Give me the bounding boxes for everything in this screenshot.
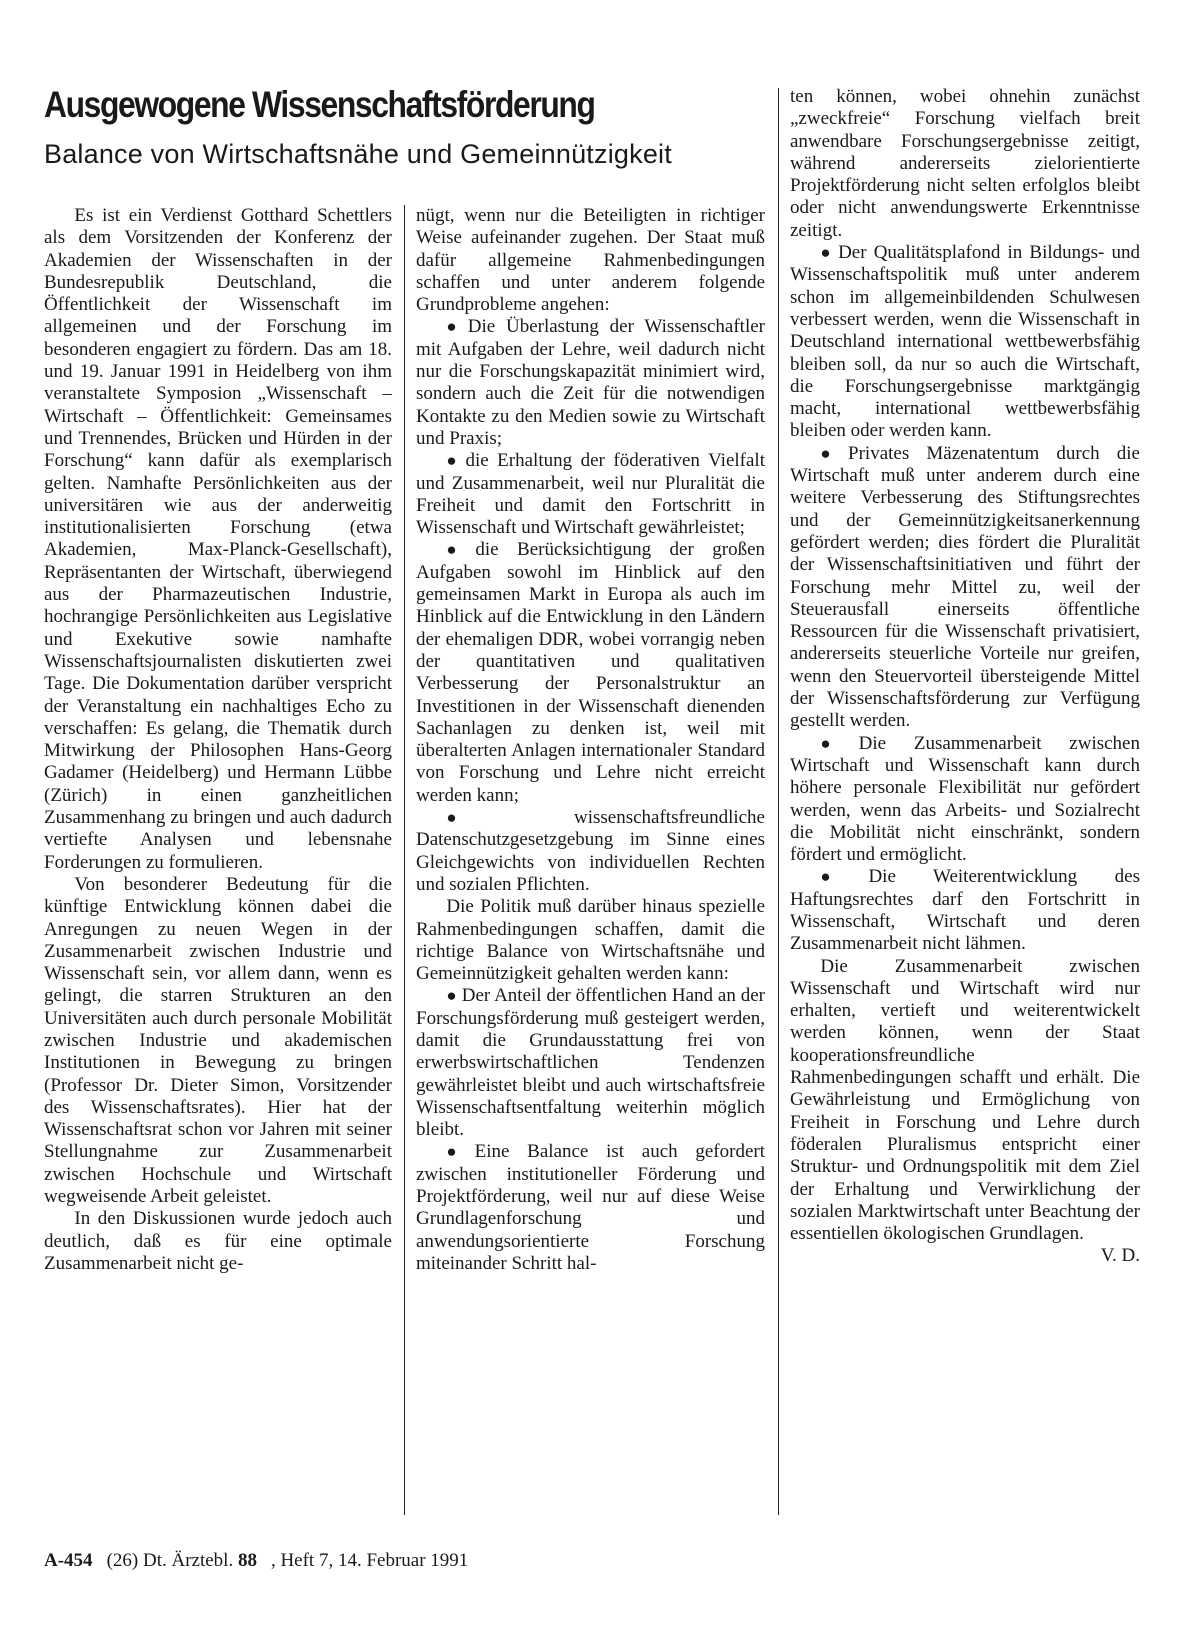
bullet-item: [790, 733, 1140, 867]
bullet-item: [416, 450, 765, 539]
paragraph: ten können, wobei ohnehin zunächst „zweckfreie“ Forschung vielfach breit anwendbare Forschungsergebnisse zeitigt, während andererseits zielorientierte Projektförderung nicht selten erfolglos bleibt oder nicht anwendungswerte Erkenntnisse zeitigt.: [790, 86, 1140, 241]
bullet-text: Eine Balance ist auch gefordert zwischen institutioneller Förderung und Projektförderung, weil nur auf diese Weise Grundlagenforschung und anwendungsorientierte Forschung miteinander Schritt hal-: [416, 1141, 765, 1274]
bullet-item: [790, 242, 1140, 443]
bullet-item: [416, 539, 765, 807]
column-rule-2: [778, 88, 779, 1515]
closing-text: Die Zusammenarbeit zwischen Wissenschaft und Wirtschaft wird nur erhalten, vertieft und weiterentwickelt werden können, wenn der Staat kooperationsfreundliche Rahmenbedingungen schafft und erhält. Die Gewährleistung und Ermöglichung von Freiheit in Forschung und Lehre durch föderalen Pluralismus entspricht einer Struktur- und Ordnungspolitik mit dem Ziel der Erhaltung und Verwirklichung der sozialen Marktwirtschaft unter Beachtung der essentiellen ökologischen Grundlagen.: [790, 955, 1140, 1245]
bullet-text: Der Qualitätsplafond in Bildungs- und Wissenschaftspolitik muß unter anderem schon im allgemeinbildenden Schulwesen verbessert werden, wenn die Wissenschaft in Deutschland international wettbewerbsfähig bleiben soll, da nur so auch die Wirtschaft, die Forschungsergebnisse marktgängig macht, international wettbewerbsfähig bleiben oder werden kann.: [790, 242, 1140, 442]
bullet-text: Die Zusammenarbeit zwischen Wirtschaft und Wissenschaft kann durch höhere personale Flexibilität nur gefördert werden, wenn das Arbeits- und Sozialrecht die Mobilität nicht einschränkt, sondern fördert und ermöglicht.: [790, 732, 1140, 866]
bullet-item: [790, 443, 1140, 733]
bullet-item: [416, 985, 765, 1141]
column-2: [416, 205, 765, 1275]
bullet-text: wissenschaftsfreundliche Datenschutzgesetzgebung im Sinne eines Gleichgewichts von individuellen Rechten und sozialen Pflichten.: [416, 807, 765, 895]
bullet-text: Der Anteil der öffentlichen Hand an der Forschungsförderung muß gesteigert werden, damit die Grundausstattung frei von erwerbswirtschaftlichen Tendenzen gewährleistet bleibt und auch wirtschaftsfreie Wissenschaftsentfaltung weiterhin möglich bleibt.: [416, 985, 765, 1141]
citation-volume: 88: [237, 1550, 257, 1571]
bullet-dot-icon: ●: [446, 451, 461, 471]
bullet-text: Die Weiterentwicklung des Haftungsrechtes darf den Fortschritt in Wissenschaft, Wirtschaft und deren Zusammenarbeit nicht lähmen.: [790, 866, 1140, 955]
bullet-text: die Berücksichtigung der großen Aufgaben sowohl im Hinblick auf den gemeinsamen Markt in Europa als auch im Hinblick auf die Entwicklung in den Ländern der ehemaligen DDR, wobei vorrangig neben der quantitativen und qualitativen Verbesserung der Personalstruktur an Investitionen in der Wissenschaft dienenden Sachanlagen zu denken ist, weil mit überalterten Anlagen internationaler Standard von Forschung und Lehre nicht erreicht werden kann;: [416, 539, 765, 806]
page-footer: [44, 1550, 468, 1572]
bullet-dot-icon: ●: [446, 1142, 470, 1162]
bullet-dot-icon: ●: [446, 317, 463, 337]
bullet-dot-icon: ●: [820, 243, 834, 263]
column-rule-1: [404, 205, 405, 1515]
bullet-dot-icon: ●: [820, 867, 864, 887]
bullet-dot-icon: ●: [820, 733, 854, 753]
bullet-item: [416, 807, 765, 896]
author-signature: V. D.: [1100, 1245, 1140, 1267]
article-title: Ausgewogene Wissenschaftsförderung: [44, 84, 595, 125]
bullet-item: [416, 1141, 765, 1275]
bullet-dot-icon: ●: [820, 443, 844, 463]
column-3: [790, 86, 1140, 1268]
paragraph: Die Politik muß darüber hinaus spezielle Rahmenbedingungen schaffen, damit die richtige Balance von Wirtschaftsnähe und Gemeinnützigkeit gehalten werden kann:: [416, 896, 765, 985]
page-number: A-454: [44, 1550, 93, 1571]
bullet-text: Privates Mäzenatentum durch die Wirtschaft muß unter anderem durch eine weitere Verbesserung des Stiftungsrechtes und der Gemeinnützigkeitsanerkennung gefördert werden; dies fördert die Pluralität der Wissenschaftsinitiativen und führt der Forschung mehr Mittel zu, weil der Steuerausfall einerseits öffentliche Ressourcen für die Wissenschaft privatisiert, andererseits steuerliche Vorteile nur greifen, wenn den Steuervorteil übersteigende Mittel der Wissenschaftsförderung zur Verfügung gestellt werden.: [790, 442, 1140, 732]
paragraph: nügt, wenn nur die Beteiligten in richtiger Weise aufeinander zugehen. Der Staat muß dafür allgemeine Rahmenbedingungen schaffen und unter anderem folgende Grundprobleme angehen:: [416, 205, 765, 316]
bullet-dot-icon: ●: [446, 540, 471, 560]
paragraph: Es ist ein Verdienst Gotthard Schettlers als dem Vorsitzenden der Konferenz der Akademien der Wissenschaften in der Bundesrepublik Deutschland, die Öffentlichkeit der Wissenschaft im allgemeinen und der Forschung im besonderen engagiert zu fördern. Das am 18. und 19. Januar 1991 in Heidelberg von ihm veranstaltete Symposion „Wissenschaft – Wirtschaft – Öffentlichkeit: Gemeinsames und Trennendes, Brücken und Hürden in der Forschung“ kann dafür als exemplarisch gelten. Namhafte Persönlichkeiten aus der universitären wie aus der anderweitig institutionalisierten Forschung (etwa Akademien, Max-Planck-Gesellschaft), Repräsentanten der Wirtschaft, überwiegend aus der Pharmazeutischen Industrie, hochrangige Persönlichkeiten aus Legislative und Exekutive sowie namhafte Wissenschaftsjournalisten diskutierten zwei Tage. Die Dokumentation darüber verspricht der Veranstaltung ein nachhaltiges Echo zu verschaffen: Es gelang, die Thematik durch Mitwirkung der Philosophen Hans-Georg Gadamer (Heidelberg) und Hermann Lübbe (Zürich) in einen ganzheitlichen Zusammenhang zu bringen und auch dadurch vertiefte Analysen und lebensnahe Forderungen zu formulieren.: [44, 205, 392, 873]
bullet-item: [790, 866, 1140, 955]
paragraph: In den Diskussionen wurde jedoch auch deutlich, daß es für eine optimale Zusammenarbeit nicht ge-: [44, 1208, 392, 1274]
column-1: [44, 205, 392, 1275]
bullet-dot-icon: ●: [446, 808, 569, 828]
citation-suffix: , Heft 7, 14. Februar 1991: [270, 1550, 469, 1571]
paragraph: Von besonderer Bedeutung für die künftige Entwicklung können dabei die Anregungen zu neuen Wegen in der Zusammenarbeit zwischen Industrie und Wissenschaft sein, vor allem dann, wenn es gelingt, die starren Strukturen an den Universitäten auch durch personale Mobilität zwischen Industrie und akademischen Institutionen in Bewegung zu bringen (Professor Dr. Dieter Simon, Vorsitzender des Wissenschaftsrates). Hier hat der Wissenschaftsrat schon vor Jahren mit seiner Stellungnahme zur Zusammenarbeit zwischen Hochschule und Wirtschaft wegweisende Arbeit geleistet.: [44, 873, 392, 1208]
closing-paragraph: [790, 955, 1140, 1267]
bullet-text: die Erhaltung der föderativen Vielfalt und Zusammenarbeit, weil nur Pluralität die Freiheit und damit den Fortschritt in Wissenschaft und Wirtschaft gewährleistet;: [416, 450, 765, 539]
bullet-item: [416, 316, 765, 450]
citation-prefix: (26) Dt. Ärztebl.: [106, 1550, 234, 1571]
bullet-text: Die Überlastung der Wissenschaftler mit Aufgaben der Lehre, weil dadurch nicht nur die Forschungskapazität minimiert wird, sondern auch die Zeit für die notwendigen Kontakte zu den Medien sowie zu Wirtschaft und Praxis;: [416, 316, 765, 449]
article-subtitle: Balance von Wirtschaftsnähe und Gemeinnützigkeit: [44, 139, 672, 169]
bullet-dot-icon: ●: [446, 986, 457, 1006]
